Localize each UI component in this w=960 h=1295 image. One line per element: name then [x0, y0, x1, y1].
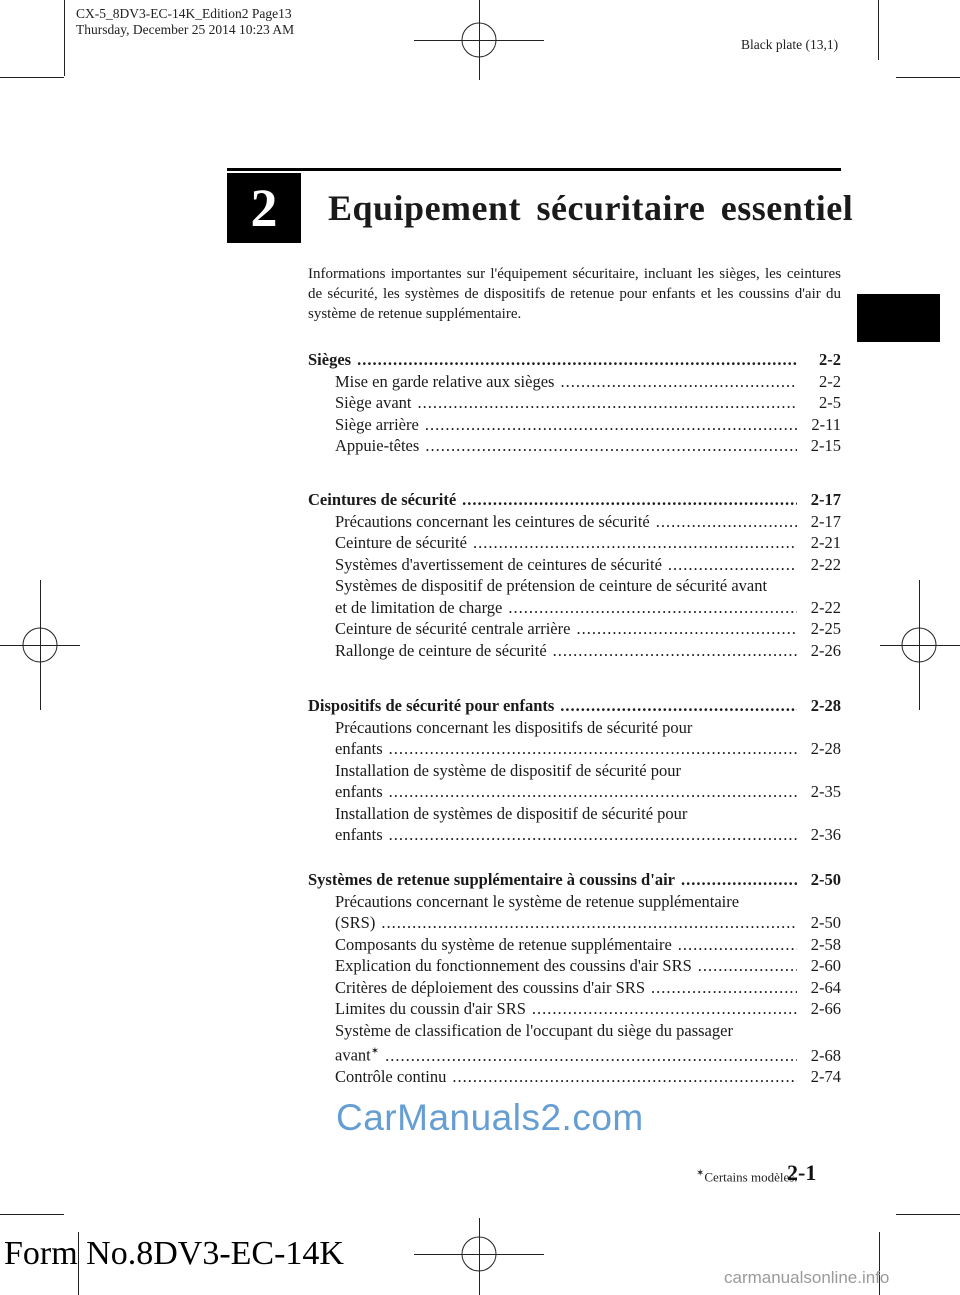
toc-item[interactable] [308, 554, 841, 576]
toc-item-title: Mise en garde relative aux sièges [335, 371, 555, 391]
toc-item-line1[interactable]: Précautions concernant le système de retenue supplémentaire [335, 891, 740, 911]
toc-heading-page: 2-2 [819, 350, 841, 369]
toc-item-page: 2-66 [810, 999, 841, 1018]
toc-heading[interactable] [308, 489, 841, 511]
toc-item[interactable] [308, 640, 841, 662]
watermark: CarManuals2.com [336, 1097, 644, 1138]
toc-item-line1[interactable]: Système de classification de l'occupant du siège du passager [335, 1020, 733, 1040]
toc-heading-page: 2-17 [810, 490, 841, 509]
toc-item-page: 2-50 [810, 913, 841, 932]
toc-heading-page: 2-50 [810, 870, 841, 889]
toc-heading[interactable] [308, 349, 841, 371]
toc-item-line1[interactable]: Installation de système de dispositif de sécurité pour [335, 760, 681, 780]
toc-item-title: Critères de déploiement des coussins d'air SRS [335, 977, 646, 997]
toc-item-page: 2-68 [810, 1045, 841, 1065]
toc-item-title: Explication du fonctionnement des coussins d'air SRS [335, 956, 692, 975]
toc-item-page: 2-64 [810, 977, 841, 997]
toc-heading-title: Ceintures de sécurité [308, 490, 457, 509]
toc-item[interactable] [308, 597, 841, 619]
toc-item-page: 2-21 [810, 533, 841, 552]
toc-item-title: Limites du coussin d'air SRS [335, 999, 526, 1018]
toc-section-enfants [308, 695, 841, 846]
toc-item-page: 2-26 [810, 640, 841, 660]
toc-item-page: 2-28 [810, 739, 841, 758]
header-file-line: CX-5_8DV3-EC-14K_Edition2 Page13 [76, 6, 292, 21]
site-watermark: carmanualsonline.info [724, 1268, 890, 1287]
header-date-line: Thursday, December 25 2014 10:23 AM [76, 22, 295, 37]
toc-item[interactable] [308, 998, 841, 1020]
chapter-number: 2 [250, 178, 278, 238]
toc-item-title: Composants du système de retenue supplémentaire [335, 934, 672, 954]
toc-item[interactable] [308, 912, 841, 934]
toc-item-page: 2-25 [810, 619, 841, 638]
chapter-side-tab [857, 294, 940, 342]
toc-item-page: 2-36 [810, 825, 841, 844]
toc-item[interactable] [308, 781, 841, 803]
toc-item-page: 2-74 [810, 1067, 841, 1086]
toc-item-title: Rallonge de ceinture de sécurité [335, 640, 547, 660]
chapter-intro: Informations importantes sur l'équipement sécuritaire, incluant les sièges, les ceintures de sécurité, les systèmes de dispositifs de retenue pour enfants et les coussins d'air du système de retenue supplémentaire. [308, 266, 841, 322]
toc-item-title: enfants [335, 825, 383, 844]
chapter-rule [227, 168, 841, 171]
toc-item-page: 2-22 [810, 597, 841, 617]
chapter-title: Equipement sécuritaire essentiel [328, 188, 854, 228]
toc-item-page: 2-2 [819, 371, 841, 391]
toc-item[interactable] [308, 511, 841, 533]
toc-item[interactable] [308, 955, 841, 977]
toc-item-title: Systèmes d'avertissement de ceintures de sécurité [335, 554, 662, 574]
toc-item[interactable] [308, 824, 841, 846]
toc-section-sieges [308, 349, 841, 457]
toc-item-title: Ceinture de sécurité [335, 533, 467, 552]
toc-item-page: 2-11 [811, 414, 841, 434]
toc-section-srs [308, 869, 841, 1088]
toc-heading-page: 2-28 [810, 696, 841, 715]
toc-item-title: enfants [335, 782, 383, 801]
toc-heading-title: Sièges [308, 350, 352, 369]
toc-item-title: (SRS) [335, 913, 376, 932]
toc-item-line1[interactable]: Installation de systèmes de dispositif de sécurité pour [335, 803, 688, 823]
toc-item-line1[interactable]: Précautions concernant les dispositifs de sécurité pour [335, 717, 693, 737]
toc-item-page: 2-17 [810, 511, 841, 531]
form-number: Form No.8DV3-EC-14K [4, 1235, 344, 1272]
toc-item-page: 2-15 [810, 436, 841, 455]
toc-item-title: avant [335, 1045, 371, 1065]
header-plate: Black plate (13,1) [741, 37, 839, 52]
toc-item-page: 2-58 [810, 934, 841, 954]
toc-item[interactable] [308, 371, 841, 393]
toc-heading-title: Dispositifs de sécurité pour enfants [308, 696, 555, 715]
toc-item-title: Ceinture de sécurité centrale arrière [335, 619, 571, 638]
toc-item-title: enfants [335, 739, 383, 758]
toc-item[interactable] [308, 392, 841, 414]
footnote [696, 1168, 798, 1185]
toc-item[interactable] [308, 618, 841, 640]
footnote-star-icon: ✶ [696, 1168, 705, 1179]
toc-heading[interactable] [308, 695, 841, 717]
toc-item-title: Siège arrière [335, 414, 419, 434]
toc-section-ceintures [308, 489, 841, 661]
toc-item[interactable] [308, 1041, 841, 1066]
toc-item[interactable] [308, 934, 841, 956]
footnote-text: Certains modèles. [704, 1169, 798, 1185]
page-number: 2-1 [787, 1160, 817, 1185]
toc-item-title: Contrôle continu [335, 1067, 447, 1086]
chapter-number-box [227, 173, 301, 243]
toc-item-page: 2-35 [810, 782, 841, 801]
toc-item[interactable] [308, 532, 841, 554]
toc-item[interactable] [308, 414, 841, 436]
footnote-star-icon: ✶ [370, 1046, 380, 1057]
toc-item-page: 2-5 [819, 393, 841, 412]
toc-item-page: 2-60 [810, 956, 841, 975]
toc-item-title: et de limitation de charge [335, 597, 503, 617]
toc-item-page: 2-22 [810, 554, 841, 574]
toc-item[interactable] [308, 435, 841, 457]
toc-item-title: Appuie-têtes [335, 436, 420, 455]
toc-item[interactable] [308, 1066, 841, 1088]
toc-heading[interactable] [308, 869, 841, 891]
toc-item[interactable] [308, 977, 841, 999]
toc-item-title: Siège avant [335, 393, 412, 412]
toc-item-title: Précautions concernant les ceintures de sécurité [335, 511, 650, 531]
toc-heading-title: Systèmes de retenue supplémentaire à coussins d'air [308, 870, 675, 889]
toc-item[interactable] [308, 738, 841, 760]
toc-item-line1[interactable]: Systèmes de dispositif de prétension de ceinture de sécurité avant [335, 576, 768, 595]
